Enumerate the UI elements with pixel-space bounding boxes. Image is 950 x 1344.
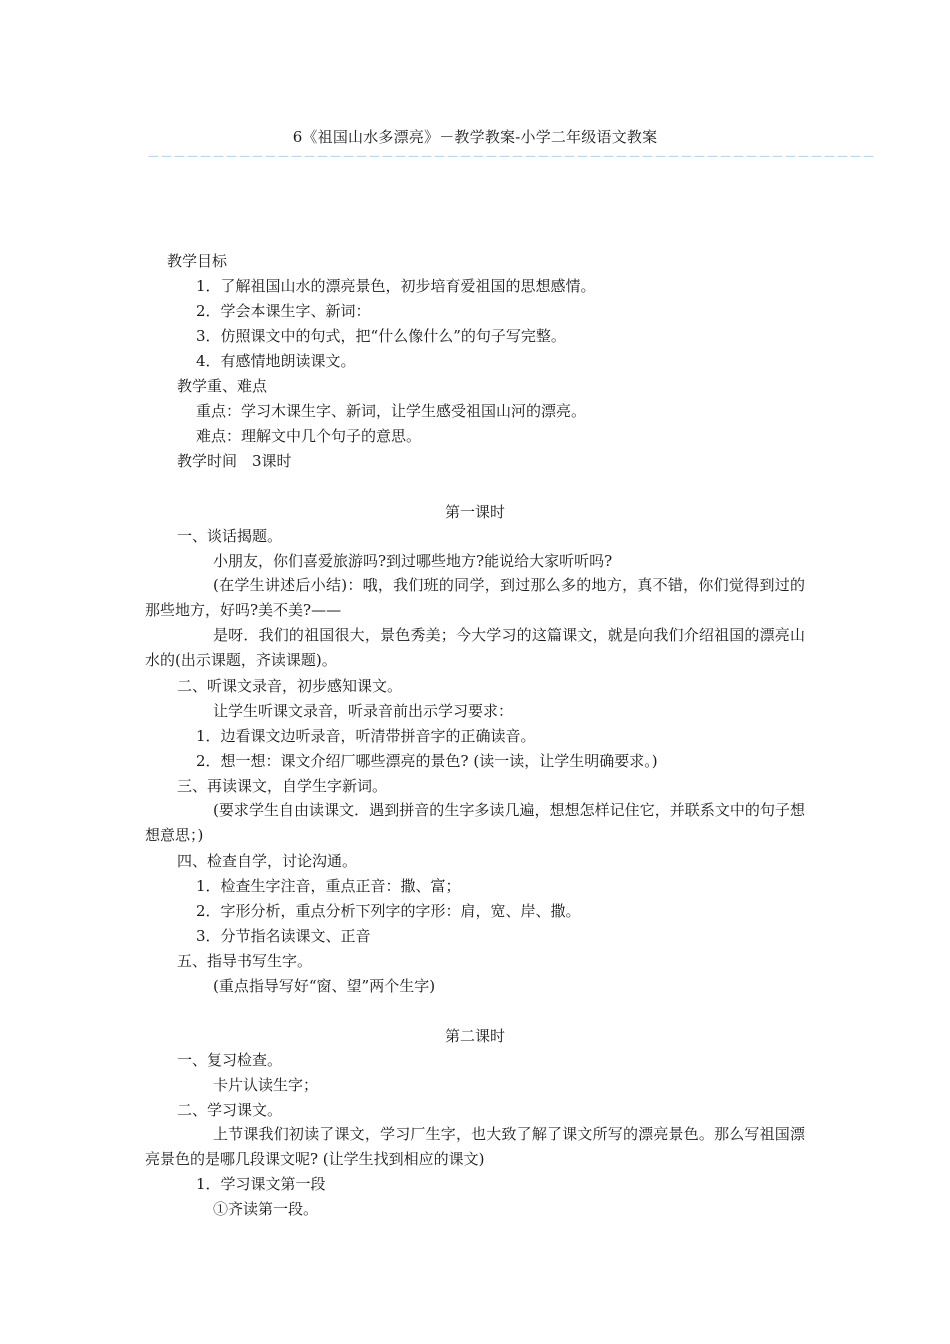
section-heading: 二、听课文录音，初步感知课文。 [177, 677, 403, 695]
objective-item: 2．学会本课生字、新词： [196, 302, 371, 320]
paragraph: (要求学生自由读课文．遇到拼音的生字多读几遍，想想怎样记住它，并联系文中的句子想想意思；) [145, 801, 805, 844]
list-item: 1．学习课文第一段 [196, 1175, 326, 1193]
paragraph: 卡片认读生字； [213, 1076, 319, 1094]
paragraph: 小朋友，你们喜爱旅游吗?到过哪些地方?能说给大家听听吗? [213, 552, 613, 570]
list-item: 3．分节指名读课文、正音 [196, 927, 371, 945]
paragraph: 让学生听课文录音，听录音前出示学习要求： [213, 702, 514, 720]
objective-item: 1．了解祖国山水的漂亮景色，初步培育爱祖国的思想感情。 [196, 277, 596, 295]
paragraph: (在学生讲述后小结)：哦，我们班的同学，到过那么多的地方，真不错，你们觉得到过的那些地方，好吗?美不美?—— [145, 576, 805, 619]
section-heading: 四、检查自学，讨论沟通。 [177, 852, 358, 870]
paragraph: 是呀．我们的祖国很大，景色秀美；今大学习的这篇课文，就是向我们介绍祖国的漂亮山水的(出示课题，齐读课题)。 [145, 626, 805, 669]
section-heading: 二、学习课文。 [177, 1101, 283, 1119]
paragraph: 上节课我们初读了课文，学习厂生字，也大致了解了课文所写的漂亮景色。那么写祖国漂亮景色的是哪几段课文呢? (让学生找到相应的课文) [145, 1125, 805, 1168]
keypoint-difficulty: 难点：理解文中几个句子的意思。 [196, 427, 422, 445]
list-item: 1．检查生字注音，重点正音：撒、富； [196, 877, 461, 895]
list-item: 2．字形分析，重点分析下列字的字形：肩，宽、岸、撒。 [196, 902, 581, 920]
lesson2-heading: 第二课时 [444, 1027, 505, 1045]
lesson1-heading: 第一课时 [444, 503, 505, 521]
section-heading: 三、再读课文，自学生字新词。 [177, 777, 388, 795]
objective-item: 4．有感情地朗读课文。 [196, 352, 356, 370]
document-title: 6《祖国山水多漂亮》－教学教案-小学二年级语文教案 [292, 128, 658, 146]
paragraph: (重点指导写好“窗、望”两个生字) [213, 977, 436, 995]
teaching-duration: 教学时间 3课时 [177, 452, 292, 470]
keypoints-heading: 教学重、难点 [177, 377, 268, 395]
objectives-heading: 教学目标 [167, 252, 228, 270]
list-item: 2．想一想：课文介绍厂哪些漂亮的景色? (读一读，让学生明确要求。) [196, 752, 658, 770]
section-heading: 一、谈话揭题。 [177, 527, 283, 545]
list-item: 1．边看课文边听录音，听清带拼音字的正确读音。 [196, 727, 536, 745]
section-heading: 五、指导书写生字。 [177, 952, 313, 970]
section-heading: 一、复习检查。 [177, 1051, 283, 1069]
objective-item: 3．仿照课文中的句式，把“什么像什么”的句子写完整。 [196, 327, 566, 345]
keypoint-focus: 重点：学习木课生字、新词，让学生感受祖国山河的漂亮。 [196, 402, 587, 420]
title-divider: －－－－－－－－－－－－－－－－－－－－－－－－－－－－－－－－－－－－－－－－－－－－－－－－－－－－－－－－ [147, 150, 876, 165]
list-item: ①齐读第一段。 [213, 1200, 319, 1218]
